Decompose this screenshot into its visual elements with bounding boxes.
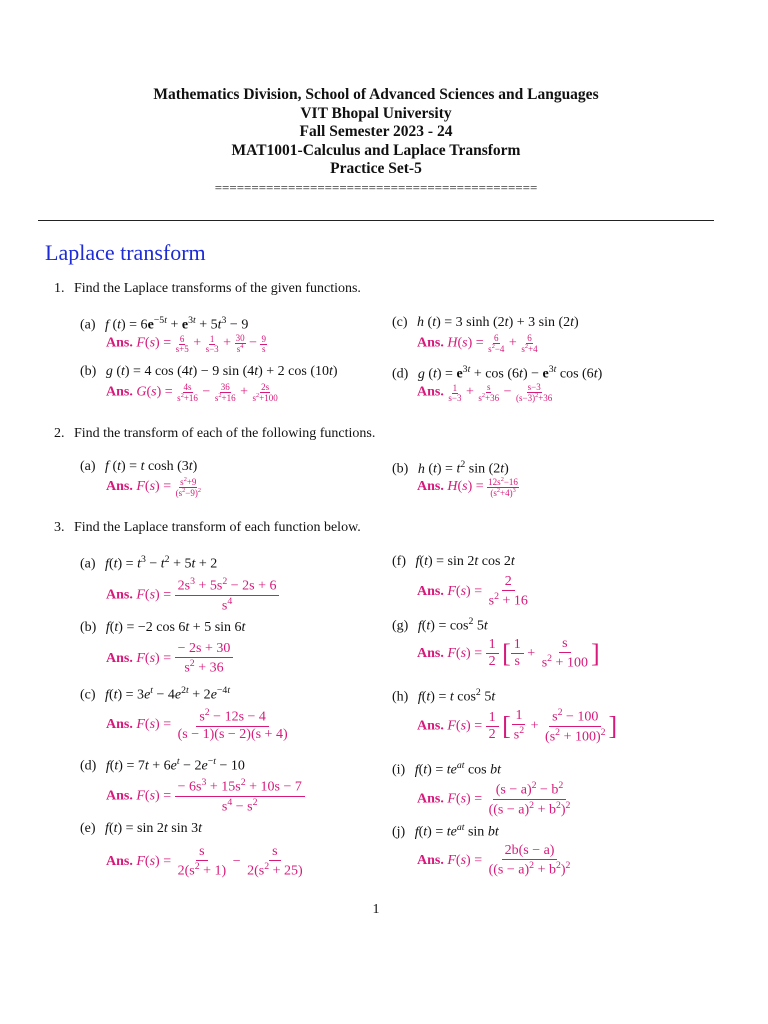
ans-label: Ans. — [106, 335, 133, 351]
item-label: (e) — [80, 821, 96, 836]
question-number: 1. — [54, 281, 65, 296]
question-number: 3. — [54, 520, 65, 535]
q3e-function: (e) f(t) = sin 2t sin 3t — [80, 821, 203, 836]
question-text: Find the transform of each of the following functions. — [74, 426, 376, 441]
ans-label: Ans. — [417, 479, 444, 494]
item-label: (b) — [80, 364, 97, 379]
q3b-answer: Ans. F(s) = $\frac{- 2s + 30}{s^2 + 36}$ — [106, 641, 233, 677]
item-label: (j) — [392, 824, 406, 840]
ans-label: Ans. — [106, 854, 133, 870]
header-university: VIT Bhopal University — [300, 104, 452, 122]
item-label: (a) — [80, 459, 96, 474]
q3a-function: (a) $f(t) = t^3 - t^2 + 5t + 2$ — [80, 554, 218, 572]
q1b-function: (b) g (t) = 4 cos (4t) − 9 sin (4t) + 2 cos (10t) — [80, 364, 338, 379]
ans-label: Ans. — [417, 791, 444, 807]
question-number: 2. — [54, 426, 65, 441]
item-label: (d) — [392, 366, 409, 382]
header-course: MAT1001-Calculus and Laplace Transform — [231, 141, 521, 159]
item-label: (c) — [392, 315, 408, 330]
document-header — [0, 86, 752, 197]
q3c-answer: Ans. F(s) = $\frac{s^2 - 12s - 4}{(s - 1)(s - 2)(s + 4)}$ — [106, 707, 288, 742]
item-label: (d) — [80, 758, 97, 774]
item-label: (b) — [392, 461, 409, 477]
ans-label: Ans. — [106, 479, 133, 494]
q3j-function: (j) $f(t) = te^{at}$ sin bt — [392, 822, 499, 840]
q3c-function: (c) $f(t) = 3e^t - 4e^{2t} + 2e^{-4t}$ — [80, 685, 231, 703]
q3b-function: (b) f(t) = −2 cos 6t + 5 sin 6t — [80, 620, 246, 635]
item-label: (c) — [80, 687, 96, 703]
question-2 — [54, 426, 375, 442]
ans-label: Ans. — [417, 384, 444, 400]
q1b-answer: Ans. G(s) = $\frac{4s}{s^2+16}$ − $\frac{36}{s^2+16}$ + $\frac{2s}{s^2+100}$ — [106, 382, 278, 404]
ans-label: Ans. — [417, 584, 444, 600]
item-label: (f) — [392, 554, 406, 569]
item-label: (g) — [392, 618, 409, 634]
q3i-function: (i) $f(t) = te^{at}$ cos bt — [392, 760, 502, 778]
q1c-function: (c) h (t) = 3 sinh (2t) + 3 sin (2t) — [392, 315, 579, 330]
header-semester: Fall Semester 2023 - 24 — [299, 123, 453, 140]
q3f-answer: Ans. F(s) = $\frac{2}{s^2 + 16}$ — [417, 574, 528, 609]
q2b-answer: Ans. H(s) = $\frac{12s^2-16}{(s^2+4)^3}$ — [417, 476, 518, 499]
question-text: Find the Laplace transform of each function below. — [74, 520, 361, 535]
ans-label: Ans. — [417, 335, 444, 351]
q3h-answer: Ans. F(s) = $\frac{1}{2}$ [ $\frac{1}{s^2}$ + $\frac{s^2 - 100}{(s^2 + 100)^2}$ ] — [417, 707, 618, 745]
item-label: (i) — [392, 762, 406, 778]
ans-label: Ans. — [106, 587, 133, 603]
question-text: Find the Laplace transforms of the given functions. — [74, 281, 361, 296]
item-label: (a) — [80, 317, 96, 333]
ans-label: Ans. — [417, 718, 444, 734]
question-1 — [54, 281, 361, 297]
q3e-answer: Ans. F(s) = $\frac{s}{2(s^2 + 1)}$ − $\frac{s}{2(s^2 + 25)}$ — [106, 844, 303, 879]
q1c-answer: Ans. H(s) = $\frac{6}{s^2-4}$ + $\frac{6}{s^2+4}$ — [417, 333, 538, 355]
page-number: 1 — [372, 902, 380, 917]
q3j-answer: Ans. F(s) = $\frac{2b(s - a)}{((s - a)^2 + b^2)^2}$ — [417, 843, 571, 878]
q1d-answer: Ans. $\frac{1}{s-3}$ + $\frac{s}{s^2+36}$ − $\frac{s-3}{(s-3)^2+36}$ — [417, 382, 553, 404]
ans-label: Ans. — [106, 717, 133, 733]
q3g-answer: Ans. F(s) = $\frac{1}{2}$ [ $\frac{1}{s}$ + $\frac{s}{s^2 + 100}$ ] — [417, 636, 600, 671]
section-title: Laplace transform — [45, 240, 206, 265]
item-label: (b) — [80, 620, 97, 635]
item-label: (a) — [80, 556, 96, 572]
q3a-answer: Ans. F(s) = $\frac{2s^3 + 5s^2 - 2s + 6}{s^4}$ — [106, 576, 279, 615]
header-practice-set: Practice Set-5 — [330, 160, 422, 177]
ans-label: Ans. — [417, 646, 444, 662]
q3h-function: (h) f(t) = t $\cos^2 5t$ — [392, 687, 496, 705]
ans-label: Ans. — [417, 853, 444, 869]
q3d-answer: Ans. F(s) = $\frac{- 6s^3 + 15s^2 + 10s - 7}{s^4 - s^2}$ — [106, 777, 305, 816]
header-separator: ============================================ — [214, 179, 538, 195]
ans-label: Ans. — [106, 651, 133, 667]
q3i-answer: Ans. F(s) = $\frac{(s - a)^2 - b^2}{((s - a)^2 + b^2)^2}$ — [417, 780, 571, 818]
question-3 — [54, 520, 361, 536]
q2b-function: (b) h $(t) = t^2$ sin (2t) — [392, 459, 509, 477]
q1d-function: (d) g $(t) = e^{3t} + \cos (6t) - e^{3t}$ cos (6t) — [392, 364, 603, 382]
header-division: Mathematics Division, School of Advanced Sciences and Languages — [153, 86, 599, 103]
q3d-function: (d) $f(t) = 7t + 6e^t - 2e^{-t} - 10$ — [80, 756, 245, 774]
q3g-function: (g) $f(t) = \cos^2 5t$ — [392, 616, 488, 634]
q1a-function: (a) f $(t) = 6e^{-5t} + e^{3t} + 5t^3 - 9$ — [80, 315, 249, 333]
q3f-function: (f) f(t) = sin 2t cos 2t — [392, 554, 515, 569]
q2a-function: (a) f (t) = t cosh (3t) — [80, 459, 198, 474]
horizontal-rule — [38, 220, 714, 221]
item-label: (h) — [392, 689, 409, 705]
ans-label: Ans. — [106, 384, 133, 400]
q2a-answer: Ans. F(s) = $\frac{s^2+9}{(s^2-9)^2}$ — [106, 476, 201, 499]
ans-label: Ans. — [106, 788, 133, 804]
q1a-answer: Ans. F(s) = $\frac{6}{s+5}$ + $\frac{1}{s-3}$ + $\frac{30}{s^4}$ − $\frac{9}{s}$ — [106, 333, 266, 355]
